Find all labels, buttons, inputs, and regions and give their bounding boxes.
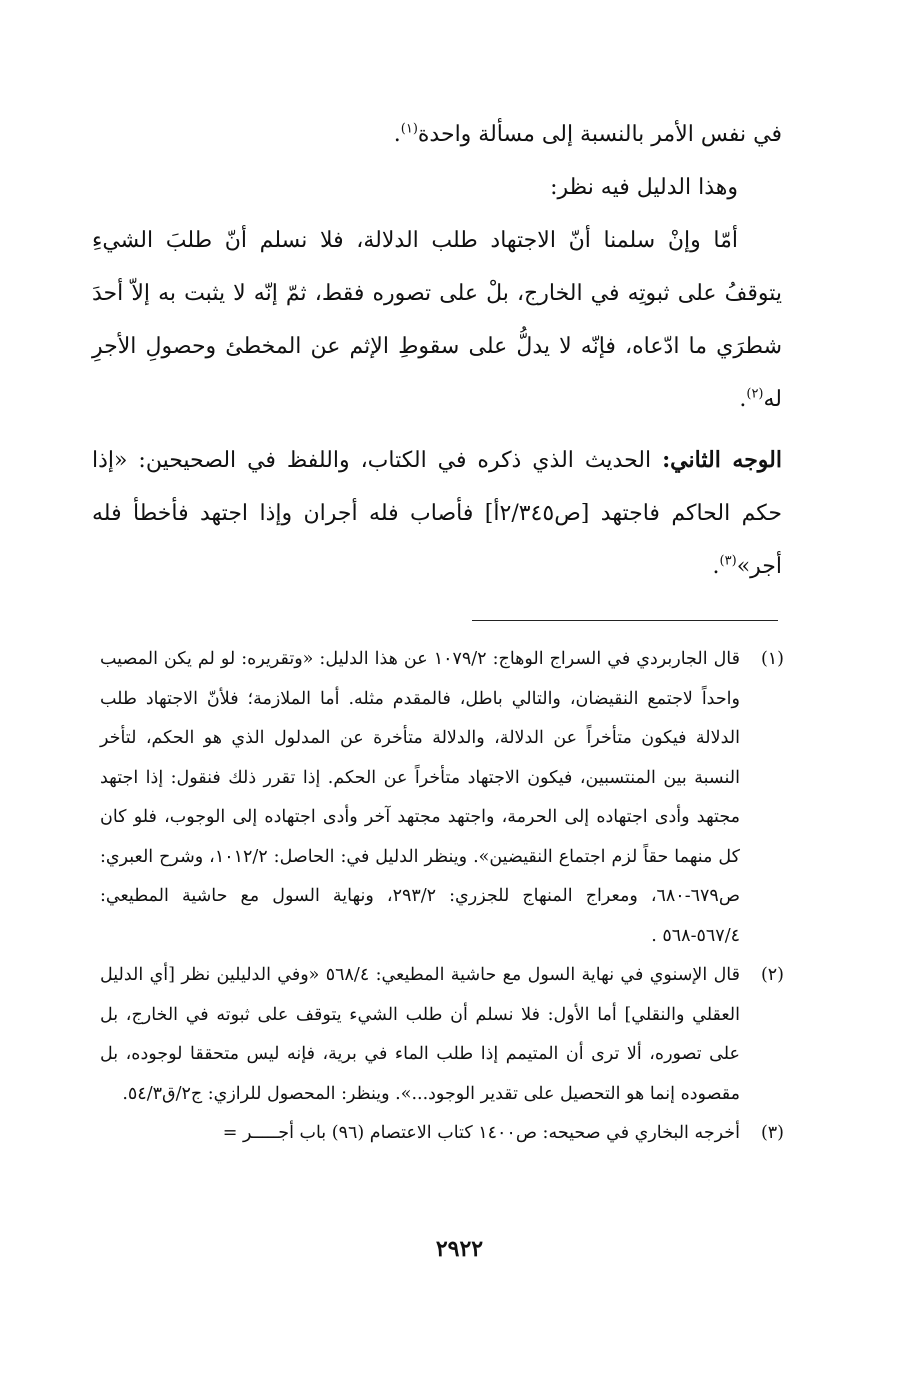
paragraph-1-text: في نفس الأمر بالنسبة إلى مسألة واحدة [417, 122, 782, 147]
footnote-text: أخرجه البخاري في صحيحه: ص١٤٠٠ كتاب الاعتصام (٩٦) باب أجـــــر = [222, 1123, 740, 1143]
paragraph-1 [92, 108, 782, 161]
paragraph-2-text: وهذا الدليل فيه نظر: [550, 175, 738, 200]
footnote-divider [472, 620, 778, 621]
footnote-number: (٢) [760, 965, 784, 985]
footnote-text: قال الإسنوي في نهاية السول مع حاشية المطيعي: ٥٦٨/٤ «وفي الدليلين نظر [أي الدليل العقلي والنقلي] أما الأول: فلا نسلم أن طلب الشيء يتوقف على ثبوته في الخارج، بل على تصوره، ألا ترى أن المتيمم إذا طلب الماء في برية، فإنه ليس متحققا لوجوده، بل مقصوده إنما هو التحصيل على تقدير الوجود...». وينظر: المحصول للرازي: ج٢/ق٥٤/٣. [100, 965, 740, 1104]
footnote-ref-1: (١) [400, 121, 418, 137]
footnote-text: قال الجاربردي في السراج الوهاج: ١٠٧٩/٢ عن هذا الدليل: «وتقريره: لو لم يكن المصيب واحداً لاجتمع النقيضان، والتالي باطل، فالمقدم مثله. أما الملازمة؛ فلأنّ الاجتهاد طلب الدلالة فيكون متأخراً عن الدلالة، والدلالة متأخرة عن المدلول الذي هو الحكم، لتأخر النسبة بين المنتسبين، فيكون الاجتهاد متأخراً عن الحكم. إذا تقرر ذلك فنقول: إذا اجتهد مجتهد وأدى اجتهاده إلى الحرمة، واجتهد مجتهد آخر وأدى اجتهاده إلى الوجوب، فلو كان كل منهما حقاً لزم اجتماع النقيضين». وينظر الدليل في: الحاصل: ١٠١٢/٢، وشرح العبري: ص٦٧٩-٦٨٠، ومعراج المنهاج للجزري: ٢٩٣/٢، ونهاية السول مع حاشية المطيعي: ٥٦٧/٤-٥٦٨ . [100, 649, 740, 946]
footnote [100, 640, 784, 956]
paragraph-3-text: أمّا وإنْ سلمنا أنّ الاجتهاد طلب الدلالة، فلا نسلم أنّ طلبَ الشيءِ يتوقفُ على ثبوتِه في الخارج، بلْ على تصوره فقط، ثمّ إنّه لا يثبت به إلاّ أحدَ شطرَي ما ادّعاه، فإنّه لا يدلُّ على سقوطِ الإثم عن المخطئ وحصولِ الأجرِ له [92, 228, 782, 412]
paragraph-4 [92, 434, 782, 593]
footnote [100, 1114, 784, 1154]
section-heading: الوجه الثاني: [662, 447, 782, 473]
footnotes [100, 640, 784, 1154]
footnote-ref-3: (٣) [719, 553, 737, 569]
paragraph-4-end: . [712, 554, 720, 579]
paragraph-4-text: الحديث الذي ذكره في الكتاب، واللفظ في الصحيحين: «إذا حكم الحاكم فاجتهد [ص٢/٣٤٥أ] فأصاب فله أجران وإذا اجتهد فأخطأ فله أجر» [92, 448, 782, 579]
footnote [100, 956, 784, 1114]
paragraph-3 [92, 214, 782, 426]
footnote-ref-2: (٢) [746, 386, 764, 402]
main-text [92, 108, 782, 593]
paragraph-2 [92, 161, 782, 214]
footnote-number: (١) [760, 649, 784, 669]
footnote-number: (٣) [760, 1123, 784, 1143]
paragraph-3-end: . [739, 387, 747, 412]
paragraph-1-end: . [393, 122, 401, 147]
page-number: ٢٩٢٢ [435, 1236, 484, 1262]
